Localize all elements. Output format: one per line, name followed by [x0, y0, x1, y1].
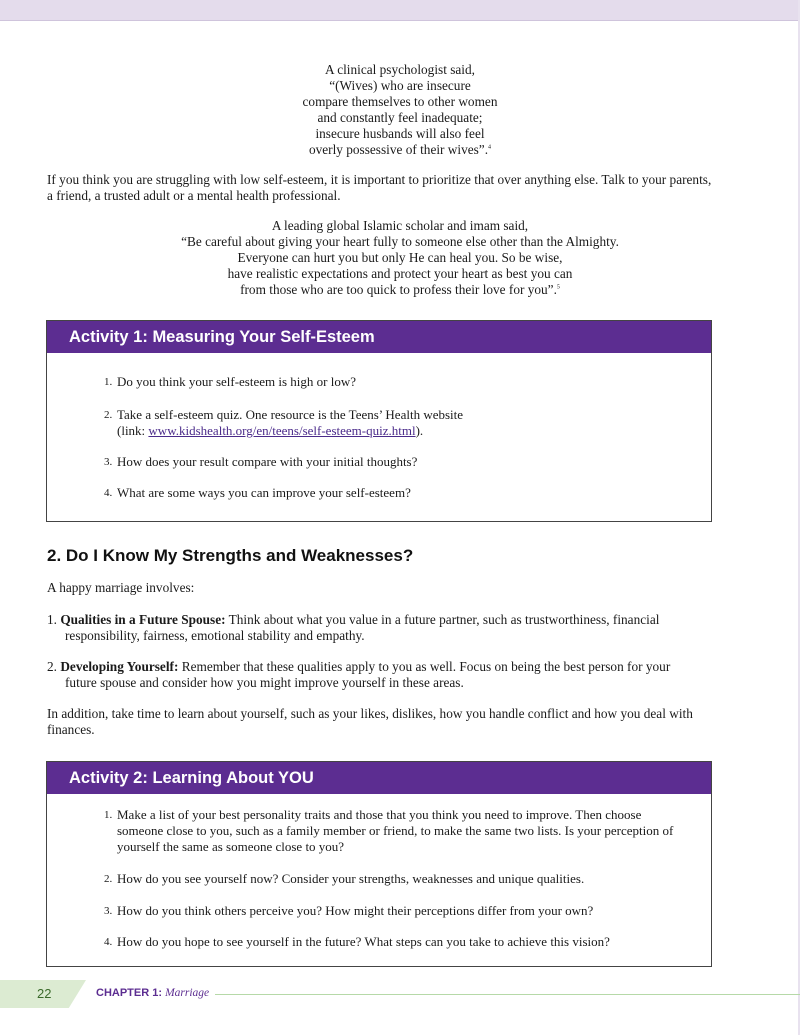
item-text: How do you think others perceive you? How might their perceptions differ from your own? [117, 903, 594, 918]
top-decorative-band [0, 0, 800, 20]
list-item [104, 934, 677, 950]
link-prefix: (link: [117, 423, 149, 438]
numbered-point [47, 659, 712, 691]
self-esteem-quiz-link[interactable]: www.kidshealth.org/en/teens/self-esteem-quiz.html [148, 423, 416, 438]
quote-line: A clinical psychologist said, [325, 62, 475, 77]
list-item [104, 454, 677, 470]
quote-line: A leading global Islamic scholar and imam said, [271, 218, 529, 233]
activity-1-title: Activity 1: Measuring Your Self-Esteem [47, 321, 711, 353]
item-number: 4. [104, 487, 113, 499]
numbered-point [47, 612, 712, 644]
list-item [104, 903, 677, 919]
activity-1-box [46, 320, 712, 522]
footer-rule [215, 994, 800, 995]
point-label: Qualities in a Future Spouse: [60, 612, 226, 627]
quote-line [0, 282, 800, 298]
item-text: Do you think your self-esteem is high or low? [117, 374, 357, 389]
item-text: Take a self-esteem quiz. One resource is the Teens’ Health website [117, 407, 464, 422]
list-item [104, 871, 677, 887]
point-number: 1. [47, 612, 57, 627]
item-text: How do you hope to see yourself in the future? What steps can you take to achieve this vision? [117, 934, 610, 949]
point-number: 2. [47, 659, 57, 674]
item-number: 4. [104, 936, 113, 948]
list-item [104, 407, 677, 439]
quote-line: have realistic expectations and protect your heart as best you can [227, 266, 573, 281]
footnote-marker: 4 [488, 144, 492, 151]
chapter-label: CHAPTER 1: [96, 987, 163, 999]
item-text: Make a list of your best personality traits and those that you think you need to improve. Then choose someone close to you, such as a family member or friend, to make the same two lists. Is your perception of yourself the same as someone close to you? [117, 807, 674, 854]
list-item [104, 807, 677, 855]
page-number: 22 [37, 986, 52, 1001]
quote-line: and constantly feel inadequate; [317, 110, 483, 125]
point-text: Remember that these qualities apply to you as well. Focus on being the best person for your [178, 659, 671, 674]
quote-line [0, 142, 800, 158]
self-esteem-paragraph: If you think you are struggling with low self-esteem, it is important to prioritize that over anything else. Talk to your parents, a friend, a trusted adult or a mental health professional. [47, 172, 712, 203]
quote-line: Everyone can hurt you but only He can heal you. So be wise, [237, 250, 563, 265]
point-text: Think about what you value in a future partner, such as trustworthiness, financial [225, 612, 660, 627]
item-text: What are some ways you can improve your self-esteem? [117, 485, 411, 500]
activity-2-box [46, 761, 712, 967]
link-suffix: ). [415, 423, 424, 438]
running-footer [96, 987, 209, 999]
activity-2-title: Activity 2: Learning About YOU [47, 762, 711, 794]
section-heading: 2. Do I Know My Strengths and Weaknesses? [47, 546, 414, 565]
quote-line: insecure husbands will also feel [315, 126, 485, 141]
item-number: 1. [104, 809, 113, 821]
list-item [104, 485, 677, 501]
quote-line: “(Wives) who are insecure [329, 78, 471, 93]
psychologist-quote [0, 62, 800, 158]
list-item [104, 374, 677, 390]
item-number: 2. [104, 873, 113, 885]
item-text: How does your result compare with your initial thoughts? [117, 454, 418, 469]
item-number: 3. [104, 905, 113, 917]
top-divider [0, 20, 800, 21]
point-label: Developing Yourself: [60, 659, 179, 674]
quote-line: compare themselves to other women [302, 94, 498, 109]
item-number: 1. [104, 376, 113, 388]
point-text-cont: responsibility, fairness, emotional stability and empathy. [65, 628, 365, 643]
quote-line-text: overly possessive of their wives”. [308, 142, 489, 157]
footnote-marker: 5 [556, 284, 560, 291]
item-number: 3. [104, 456, 113, 468]
chapter-title: Marriage [165, 987, 210, 999]
scholar-quote [0, 218, 800, 298]
quote-line: “Be careful about giving your heart fully to someone else other than the Almighty. [181, 234, 619, 249]
section-closing: In addition, take time to learn about yourself, such as your likes, dislikes, how you handle conflict and how you deal with finances. [47, 706, 693, 737]
item-text: How do you see yourself now? Consider your strengths, weaknesses and unique qualities. [117, 871, 585, 886]
section-intro: A happy marriage involves: [47, 580, 195, 595]
item-number: 2. [104, 409, 113, 421]
point-text-cont: future spouse and consider how you might improve yourself in these areas. [65, 675, 464, 690]
quote-line-text: from those who are too quick to profess their love for you”. [240, 282, 557, 297]
